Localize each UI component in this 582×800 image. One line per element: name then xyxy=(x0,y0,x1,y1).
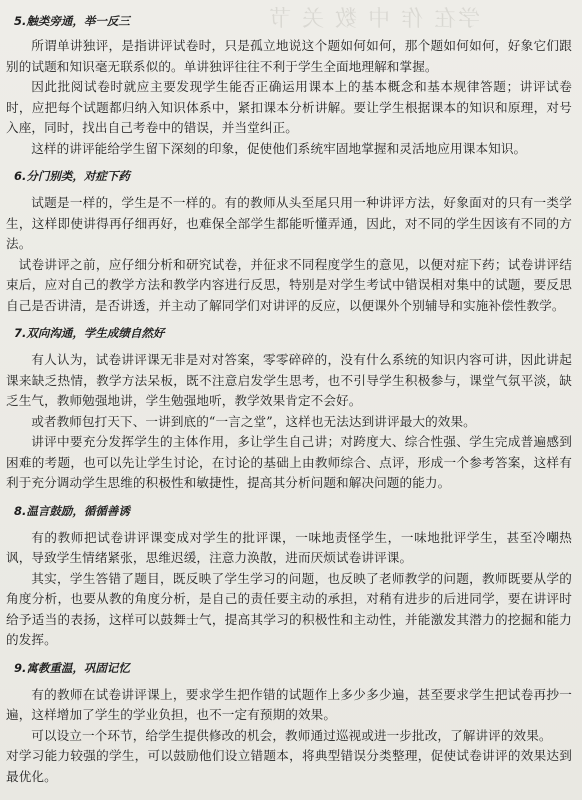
paragraph: 因此批阅试卷时就应主要发现学生能否正确运用课本上的基本概念和基本规律答题；讲评试卷时，应把每个试题都归纳入知识体系中，紧扣课本分析讲解。要让学生根据课本的知识和原理，对号入座，同时，找出自己考卷中的错误，并当堂纠正。 xyxy=(6,79,572,135)
paragraph: 这样的讲评能给学生留下深刻的印象，促使他们系统牢固地掌握和灵活地应用课本知识。 xyxy=(31,140,527,156)
section-9 xyxy=(6,659,572,788)
paragraph: 有人认为，试卷讲评课无非是对对答案，零零碎碎的，没有什么系统的知识内容可讲，因此讲起课来缺乏热情，教学方法呆板，既不注意启发学生思考，也不引导学生积极参与，课堂气氛平淡，缺乏生气，教师勉强地讲，学生勉强地听，教学效果肯定不会好。 xyxy=(6,352,572,408)
paragraph: 讲评中要充分发挥学生的主体作用，多让学生自己讲；对跨度大、综合性强、学生完成普遍感到困难的考题，也可以先让学生讨论，在讨论的基础上由教师综合、点评，形成一个参考答案，这样有利于充分调动学生思维的积极性和敏捷性，提高其分析问题和解决问题的能力。 xyxy=(6,434,572,490)
section-heading: 7.双向沟通，学生成绩自然好 xyxy=(14,326,165,340)
paragraph: 有的教师把试卷讲评课变成对学生的批评课，一味地责怪学生，一味地批评学生，甚至冷嘲热讽，导致学生情绪紧张，思维迟缓，注意力涣散，进而厌烦试卷讲评课。 xyxy=(6,529,572,565)
bleed-through-text: 学在 作 中 数 关 节 xyxy=(267,7,480,32)
section-7 xyxy=(6,324,572,494)
section-heading: 8.温言鼓励，循循善诱 xyxy=(14,503,130,518)
paragraph: 试卷讲评之前，应仔细分析和研究试卷，并征求不同程度学生的意见，以便对症下药；试卷讲评结束后，应对自己的教学方法和教学内容进行反思，特别是对学生考试中错误相对集中的试题，要反思自己是否讲清，是否讲透，并主动了解同学们对讲评的反应，以便课外个别辅导和实施补偿性教学。 xyxy=(6,256,572,313)
paragraph: 对学习能力较强的学生，可以鼓励他们设立错题本，将典型错误分类整理，促使试卷讲评的效果达到最优化。 xyxy=(6,748,572,784)
section-5 xyxy=(6,6,572,159)
section-heading: 6.分门别类，对症下药 xyxy=(14,169,130,183)
section-heading: 5.触类旁通，举一反三 xyxy=(14,14,130,28)
paragraph: 可以设立一个环节，给学生提供修改的机会，教师通过巡视或进一步批改，了解讲评的效果。 xyxy=(31,727,552,743)
section-6 xyxy=(6,167,572,316)
paragraph: 试题是一样的，学生是不一样的。有的教师从头至尾只用一种讲评方法，好象面对的只有一类学生，这样即使讲得再仔细再好，也难保全部学生都能听懂弄通，因此，对不同的学生因该有不同的方法。 xyxy=(6,195,572,251)
paragraph: 其实，学生答错了题目，既反映了学生学习的问题，也反映了老师教学的问题，教师既要从学的角度分析，也要从教的角度分析，是自己的责任要主动的承担，对稍有进步的后进同学，要在讲评时给予适当的表扬，这样可以鼓舞士气，提高其学习的积极性和主动性，并能激发其潜力的挖掘和能力的发挥。 xyxy=(6,570,572,647)
paragraph: 或者教师包打天下、一讲到底的“一言之堂”，这样也无法达到讲评最大的效果。 xyxy=(31,413,476,429)
section-8 xyxy=(6,502,572,651)
paragraph: 有的教师在试卷讲评课上，要求学生把作错的试题作上多少多少遍，甚至要求学生把试卷再抄一遍，这样增加了学生的学业负担，也不一定有预期的效果。 xyxy=(6,686,572,722)
section-heading: 9.寓教重温，巩固记忆 xyxy=(14,660,130,675)
paragraph: 所谓单讲独评，是指讲评试卷时，只是孤立地说这个题如何如何，那个题如何如何，好象它们跟别的试题和知识毫无联系似的。单讲独评往往不利于学生全面地理解和掌握。 xyxy=(6,38,572,74)
